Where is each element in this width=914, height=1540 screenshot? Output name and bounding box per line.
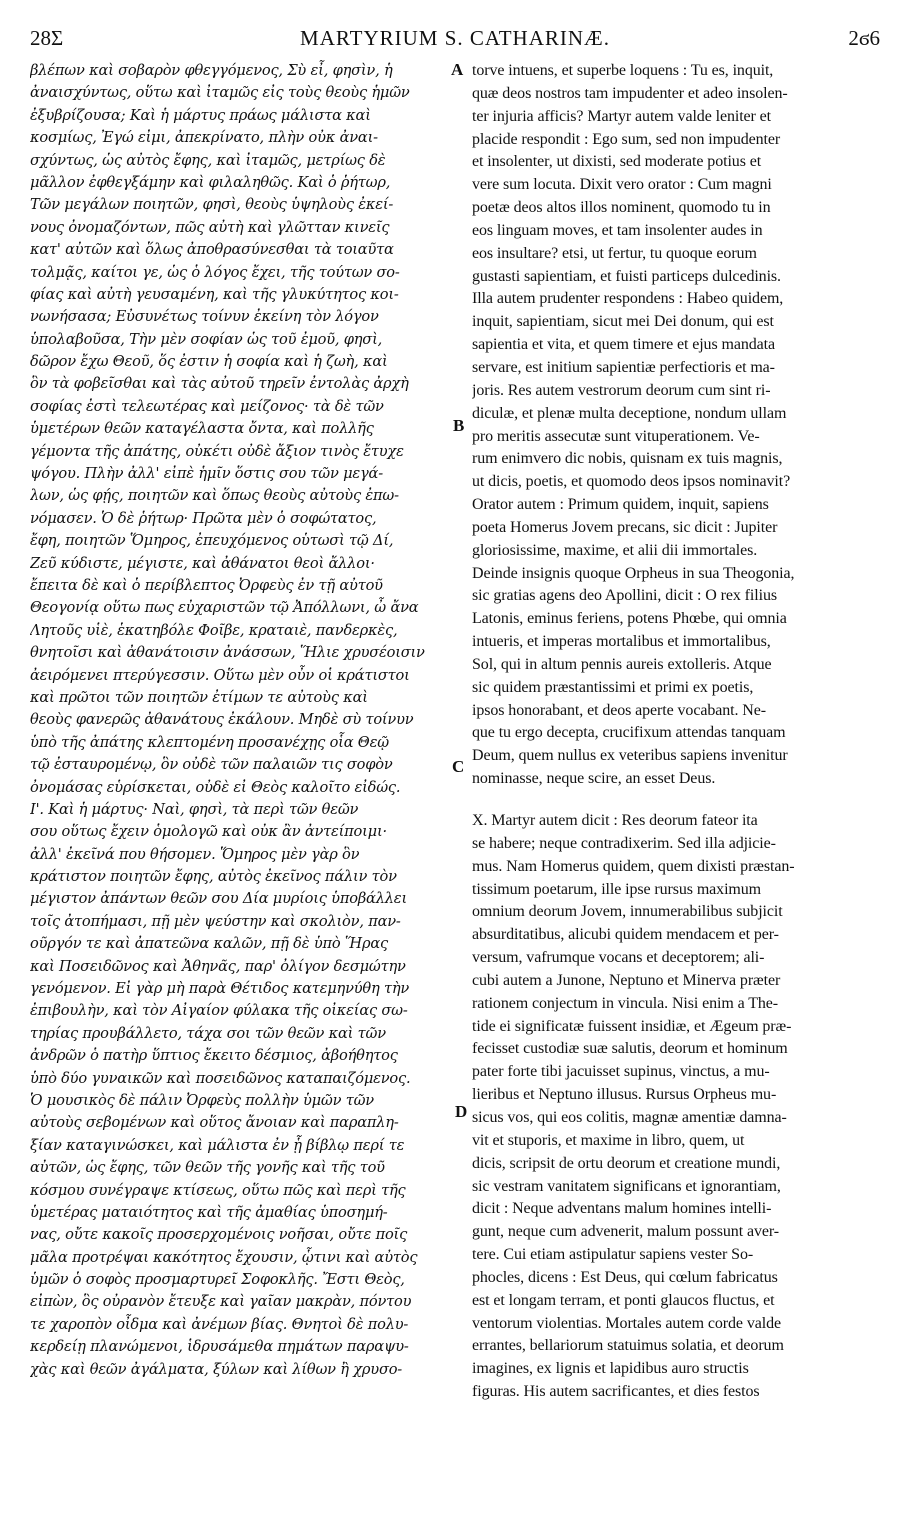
greek-text-line: Ὁ μουσικὸς δὲ πάλιν Ὀρφεὺς πολλὴν ὑμῶν τῶν — [30, 1091, 374, 1109]
greek-text-line: Τῶν μεγάλων ποιητῶν, φησὶ, θεοὺς ὑψηλοὺς ἐκεί- — [30, 196, 394, 214]
latin-text-line: versum, vafrumque vocans et deceptorem; ali- — [472, 949, 765, 967]
greek-text-line: καὶ πρῶτοι τῶν ποιητῶν ἐτίμων τε αὐτοὺς καὶ — [30, 688, 368, 706]
latin-text-line: Sol, qui in altum pennis aureis extolleris. Atque — [472, 655, 772, 673]
latin-text-line: torve intuens, et superbe loquens : Tu es, inquit, — [472, 62, 774, 79]
latin-text-line: imagines, ex lignis et lapidibus auro structis — [472, 1360, 749, 1378]
latin-text-line: servare, est initium sapientiæ perfectioris et ma- — [472, 358, 775, 376]
greek-text-line: τῷ ἐσταυρομένῳ, ὃν οὐδὲ τῶν παλαιῶν τις σοφὸν — [30, 756, 393, 774]
latin-text-line: pro meritis assecutæ sunt vituperationem. Ve- — [472, 427, 760, 445]
greek-text-line: νωνήσασα; Εὐσυνέτως τοίνυν ἐκείνη τὸν λόγον — [30, 308, 379, 326]
latin-text-line: phocles, dicens : Est Deus, qui cœlum fabricatus — [472, 1268, 778, 1286]
latin-text-line: intueris, et imperas mortalibus et immortalibus, — [472, 633, 771, 651]
greek-text-line: ὑπὸ δύο γυναικῶν καὶ ποσειδῶνος καταπαιζόμενος. — [30, 1069, 411, 1087]
greek-text-line: ἐπιβουλὴν, καὶ τὸν Αἰγαίον φύλακα τῆς οἰκείας σω- — [30, 1002, 408, 1020]
page-number-left: 28Σ — [30, 26, 64, 50]
greek-text-line: κερδείῃ πλανώμενοι, ἱδρυσάμεθα πημάτων παραψυ- — [30, 1338, 409, 1356]
latin-text-line: et insolenter, ut dixisti, sed moderate potius et — [472, 153, 762, 171]
greek-text-line: τολμᾷς, καίτοι γε, ὡς ὁ λόγος ἔχει, τῆς τούτων σο- — [30, 263, 400, 281]
page-number-right: 2ϭ6 — [848, 26, 880, 50]
latin-text-line: sapientia et vita, et quem timere et ejus mandata — [472, 336, 775, 354]
greek-text-line: ἀλλ' ἐκεῖνά που θήσομεν. Ὅμηρος μὲν γὰρ ὃν — [30, 845, 360, 863]
latin-text-line: ipsos honorabant, et deos aperte vocabant. Ne- — [472, 701, 766, 719]
greek-text-line: ξίαν καταγινώσκει, καὶ μάλιστα ἐν ᾗ βίβλῳ περί τε — [30, 1136, 405, 1154]
greek-text-line: οῦργόν τε καὶ ἀπατεῶνα καλῶν, πῇ δὲ ὑπὸ Ἥρας — [30, 935, 388, 953]
latin-text-line: que tu ergo decepta, crucifixum attendas tanquam — [472, 724, 786, 742]
greek-text-line: κόσμου συνέγραψε κτίσεως, οὕτω πῶς καὶ περὶ τῆς — [30, 1181, 406, 1199]
greek-text-line: ὃν τὰ φοβεῖσθαι καὶ τὰς αὐτοῦ τηρεῖν ἐντολὰς ἀρχὴ — [30, 375, 409, 393]
greek-text-line: σοφίας ἐστὶ τελεωτέρας καὶ μείζονος· τὰ δὲ τῶν — [30, 397, 384, 415]
latin-column — [472, 60, 882, 1404]
latin-text-line: tissimum poetarum, ille ipse rursus maximum — [472, 880, 762, 898]
latin-text-line: placide respondit : Ego sum, sed non impudenter — [472, 130, 781, 148]
latin-text-line: errantes, bellariorum statuimus solatia, et deorum — [472, 1337, 784, 1355]
greek-text-line: μᾶλα προτρέψαι κακότητος ἔχουσιν, ᾧτινι καὶ αὐτὸς — [30, 1248, 418, 1266]
running-title: MARTYRIUM S. CATHARINÆ. — [300, 26, 610, 50]
greek-text-line: τηρίας προυβάλλετο, τάχα σοι τῶν θεῶν καὶ τῶν — [30, 1024, 386, 1042]
greek-text-line: τοῖς ἀτοπήμασι, πῇ μὲν ψεύστην καὶ σκολιὸν, παν- — [30, 912, 401, 930]
latin-text-line: omnium deorum Jovem, innumerabilibus subjicit — [472, 903, 783, 921]
latin-text-line: eos insultare? etsi, ut fertur, tu quoque eorum — [472, 244, 757, 262]
running-header — [30, 26, 880, 56]
latin-text-line: fecisset custodiæ suæ salutis, deorum et hominum — [472, 1040, 788, 1058]
latin-text-line: Latonis, eminus feriens, potens Phœbe, qui omnia — [472, 610, 787, 628]
greek-text-line: γέμοντα τῆς ἀπάτης, οὐκέτι οὐδὲ ἄξιον τινὸς ἔτυχε — [30, 442, 404, 460]
greek-text-line: κράτιστον ποιητῶν ἔφης, αὐτὸς ἐκεῖνος πάλιν τὸν — [30, 868, 397, 886]
greek-text-line: ὑμῶν ὁ σοφὸς προσμαρτυρεῖ Σοφοκλῆς. Ἔστι Θεὸς, — [30, 1271, 405, 1289]
section-marker-c: C — [452, 757, 465, 776]
latin-text-line: gunt, neque cum advenerit, malum possunt aver- — [472, 1223, 779, 1241]
greek-text-line: ἀνδρῶν ὁ πατὴρ ὕπτιος ἔκειτο δέσμιος, ἀβοήθητος — [30, 1047, 398, 1065]
greek-text-line: κατ' αὐτῶν καὶ ὅλως ἀποθρασύνεσθαι τὰ τοιαῦτα — [30, 241, 394, 259]
latin-text-line: vit et stuporis, et maxime in libro, quem, ut — [472, 1131, 745, 1149]
greek-text-line: κοσμίως, Ἐγώ εἰμι, ἀπεκρίνατο, πλὴν οὐκ ἀναι- — [30, 129, 378, 147]
greek-text-line: βλέπων καὶ σοβαρὸν φθεγγόμενος, Σὺ εἶ, φησὶν, ἡ — [30, 62, 393, 79]
greek-text-line: νόμασεν. Ὁ δὲ ῥήτωρ· Πρῶτα μὲν ὁ σοφώτατος, — [30, 509, 377, 527]
latin-text-line: gloriosissime, maxime, et alii dii immortales. — [472, 541, 758, 559]
section-marker-b: B — [453, 416, 465, 435]
greek-text-line: ἀναισχύντως, οὕτω καὶ ἰταμῶς εἰς τοὺς θεοὺς ἡμῶν — [30, 84, 410, 102]
latin-text-line: pater forte tibi jacuisset supinus, vinctus, a mu- — [472, 1063, 770, 1081]
latin-text-line: vere sum locuta. Dixit vero orator : Cum magni — [472, 176, 772, 194]
greek-text-line: Θεογονίᾳ οὕτω πως εὐχαριστῶν τῷ Ἀπόλλωνι, ὦ ἄνα — [30, 599, 419, 617]
latin-text-line: joris. Res autem vestrorum deorum cum sint ri- — [472, 381, 771, 399]
latin-text-line: figuras. His autem sacrificantes, et dies festos — [472, 1383, 760, 1401]
latin-text-line: se habere; neque contradixerim. Sed illa adjicie- — [472, 834, 776, 852]
greek-text-line: εἰπὼν, ὃς οὐρανὸν ἔτευξε καὶ γαῖαν μακρὰν, πόντου — [30, 1293, 412, 1311]
greek-text-line: αὐτοὺς σεβομένων καὶ οὕτος ἄνοιαν καὶ παραπλη- — [30, 1114, 399, 1132]
greek-text-line: θνητοῖσι καὶ ἀθανάτοισιν ἀνάσσων, Ἥλιε χρυσέοισιν — [30, 644, 425, 662]
greek-text-line: σου οὕτως ἔχειν ὁμολογῶ καὶ οὐκ ἂν ἀντείποιμι· — [30, 823, 387, 841]
greek-text-line: σχύντως, ὡς αὐτὸς ἔφης, καὶ ἰταμῶς, μετρίως δὲ — [30, 151, 386, 169]
latin-text-line: Deum, quem nullus ex veteribus sapiens invenitur — [472, 747, 788, 765]
greek-text-line: μᾶλλον ἐφθεγξάμην καὶ φιλαληθῶς. Καὶ ὁ ῥήτωρ, — [30, 173, 391, 191]
greek-text-line: τε χαροπὸν οἶδμα καὶ ἀνέμων βίας. Θνητοὶ δὲ πολυ- — [30, 1315, 409, 1333]
greek-text-line: ἐξυβρίζουσα; Καὶ ἡ μάρτυς πράως μάλιστα καὶ — [30, 106, 371, 124]
greek-text-line: λων, ὡς φῄς, ποιητῶν καὶ ὅπως θεοὺς αὐτοὺς ἐπω- — [30, 487, 399, 505]
greek-text-line: Ζεῦ κύδιστε, μέγιστε, καὶ ἀθάνατοι θεοὶ ἄλλοι· — [30, 554, 375, 572]
greek-text-line: μέγιστον ἀπάντων θεῶν σου Δία μυρίοις ὑποβάλλει — [30, 890, 407, 908]
greek-text-line: ἔπειτα δὲ καὶ ὁ περίβλεπτος Ὀρφεὺς ἐν τῇ αὐτοῦ — [30, 576, 383, 594]
latin-text-line: absurditatibus, alicubi quidem mendacem et per- — [472, 926, 779, 944]
latin-text-line: Deinde insignis quoque Orpheus in sua Theogonia, — [472, 564, 795, 582]
latin-text-line: sic vestram vanitatem significans et ignorantiam, — [472, 1177, 781, 1195]
greek-text-line: θεοὺς φανερῶς ἀθανάτους ἐκάλουν. Μηδὲ σὺ τοίνυν — [30, 711, 414, 729]
greek-text-line: ὑμετέρων θεῶν καταγέλαστα ὄντα, καὶ πολλῆς — [30, 420, 374, 438]
greek-text-line: καὶ Ποσειδῶνος καὶ Ἀθηνᾶς, παρ' ὀλίγον δεσμώτην — [30, 957, 406, 975]
latin-text-line: Illa autem prudenter respondens : Habeo quidem, — [472, 290, 784, 308]
greek-text-line: ὀνομάσας εὑρίσκεται, οὐδὲ εἰ Θεὸς καλοῖτο εἰδώς. — [30, 778, 401, 796]
latin-text-line: sic gratias agens deo Apollini, dicit : O rex filius — [472, 587, 777, 605]
greek-text-line: ὑπὸ τῆς ἀπάτης κλεπτομένη προσανέχῃς οἷα Θεῷ — [30, 733, 389, 751]
latin-text-line: mus. Nam Homerus quidem, quem dixisti præstan- — [472, 857, 795, 875]
greek-text-line: ψόγου. Πλὴν ἀλλ' εἰπὲ ἡμῖν ὅστις σου τῶν μεγά- — [30, 465, 383, 483]
latin-text-line: cubi autem a Junone, Neptuno et Minerva præter — [472, 971, 781, 989]
latin-text-line: nominasse, neque scire, an esset Deus. — [472, 770, 716, 788]
greek-text-line: φίας καὶ αὐτὴ γευσαμένη, καὶ τῆς γλυκύτητος κοι- — [30, 285, 399, 303]
greek-text-line: ὑπολαβοῦσα, Τὴν μὲν σοφίαν ὡς τοῦ ἐμοῦ, φησὶ, — [30, 330, 383, 348]
greek-text-line: ἀειρόμενει πτερύγεσσιν. Οὕτω μὲν οὖν οἱ κράτιστοι — [30, 666, 410, 684]
greek-text-line: χὰς καὶ θεῶν ἀγάλματα, ξύλων καὶ λίθων ἢ χρυσο- — [30, 1360, 403, 1378]
latin-text-line: poetæ deos altos illos nominent, quomodo tu in — [472, 199, 771, 217]
latin-text-line: dicis, scripsit de ortu deorum et creatione mundi, — [472, 1154, 781, 1172]
latin-text-line: X. Martyr autem dicit : Res deorum fateor ita — [472, 812, 758, 829]
greek-text-line: Λητοῦς υἱὲ, ἑκατηβόλε Φοῖβε, κραταιὲ, πανδερκὲς, — [30, 621, 398, 639]
greek-text-line: ἔφη, ποιητῶν Ὅμηρος, ἐπευχόμενος οὑτωσὶ τῷ Δί, — [30, 532, 394, 550]
latin-text-line: gustasti sapientiam, et fuisti particeps dulcedinis. — [472, 267, 781, 285]
latin-text-line: Orator autem : Primum quidem, inquit, sapiens — [472, 496, 769, 514]
latin-text-line: tide ei significatæ fuissent insidiæ, et Ægeum præ- — [472, 1017, 792, 1035]
section-marker-a: A — [451, 60, 464, 79]
latin-text-line: rum enimvero dic nobis, quisnam ex tuis magnis, — [472, 450, 783, 468]
section-marker-d: D — [455, 1102, 468, 1121]
greek-text-line: αὐτῶν, ὡς ἔφης, τῶν θεῶν τῆς γονῆς καὶ τῆς τοῦ — [30, 1159, 385, 1177]
latin-text-line: inquit, sapientiam, sicut mei Dei donum, qui est — [472, 313, 774, 331]
latin-text-line: ut dicis, poetis, et quomodo deos ipsos nominavit? — [472, 473, 791, 491]
greek-text-line: νους ὀνομαζόντων, πῶς αὐτὴ καὶ γλῶτταν κινεῖς — [30, 218, 390, 236]
latin-text-line: ter injuria afficis? Martyr autem valde leniter et — [472, 107, 772, 125]
paragraph-gap — [472, 791, 882, 810]
latin-text-line: dicit : Neque adventans malum homines intelli- — [472, 1200, 772, 1218]
latin-text-line: sic quidem præstantissimi et primi ex poetis, — [472, 678, 754, 696]
latin-text-line: tere. Cui etiam astipulatur sapiens vester So- — [472, 1246, 754, 1264]
latin-text-line: lieribus et Neptuno illusus. Rursus Orpheus mu- — [472, 1086, 777, 1104]
latin-text-line: quæ deos nostros tam impudenter et adeo insolen- — [472, 84, 788, 102]
latin-text-line: est et longam terram, et ponti glaucos fluctus, et — [472, 1291, 775, 1309]
latin-text-line: poeta Homerus Jovem precans, sic dicit : Jupiter — [472, 518, 778, 536]
latin-text-line: eos linguam moves, et tam insolenter audes in — [472, 221, 763, 239]
greek-text-line: νας, οὔτε κακοῖς προσερχομένοις νοῆσαι, οὔτε ποῖς — [30, 1226, 408, 1244]
greek-column — [30, 60, 456, 1381]
latin-text-line: rationem conjectum in vincula. Nisi enim a The- — [472, 994, 779, 1012]
greek-text-line: ὑμετέρας ματαιότητος καὶ τῆς ἀμαθίας ὑποσημή- — [30, 1203, 388, 1221]
latin-text-line: ventorum violentias. Mortales autem corde valde — [472, 1314, 781, 1332]
latin-text-line: sicus vos, qui eos colitis, magnæ amentiæ damna- — [472, 1108, 787, 1126]
greek-text-line: Ι'. Καὶ ἡ μάρτυς· Ναὶ, φησὶ, τὰ περὶ τῶν θεῶν — [30, 800, 359, 818]
latin-text-line: diculæ, et plenæ multa deceptione, nondum ullam — [472, 404, 787, 422]
greek-text-line: γενόμενον. Εἰ γὰρ μὴ παρὰ Θέτιδος κατεμηνύθη τὴν — [30, 980, 410, 998]
greek-text-line: δῶρον ἔχω Θεοῦ, ὅς ἐστιν ἡ σοφία καὶ ἡ ζωὴ, καὶ — [30, 353, 388, 371]
